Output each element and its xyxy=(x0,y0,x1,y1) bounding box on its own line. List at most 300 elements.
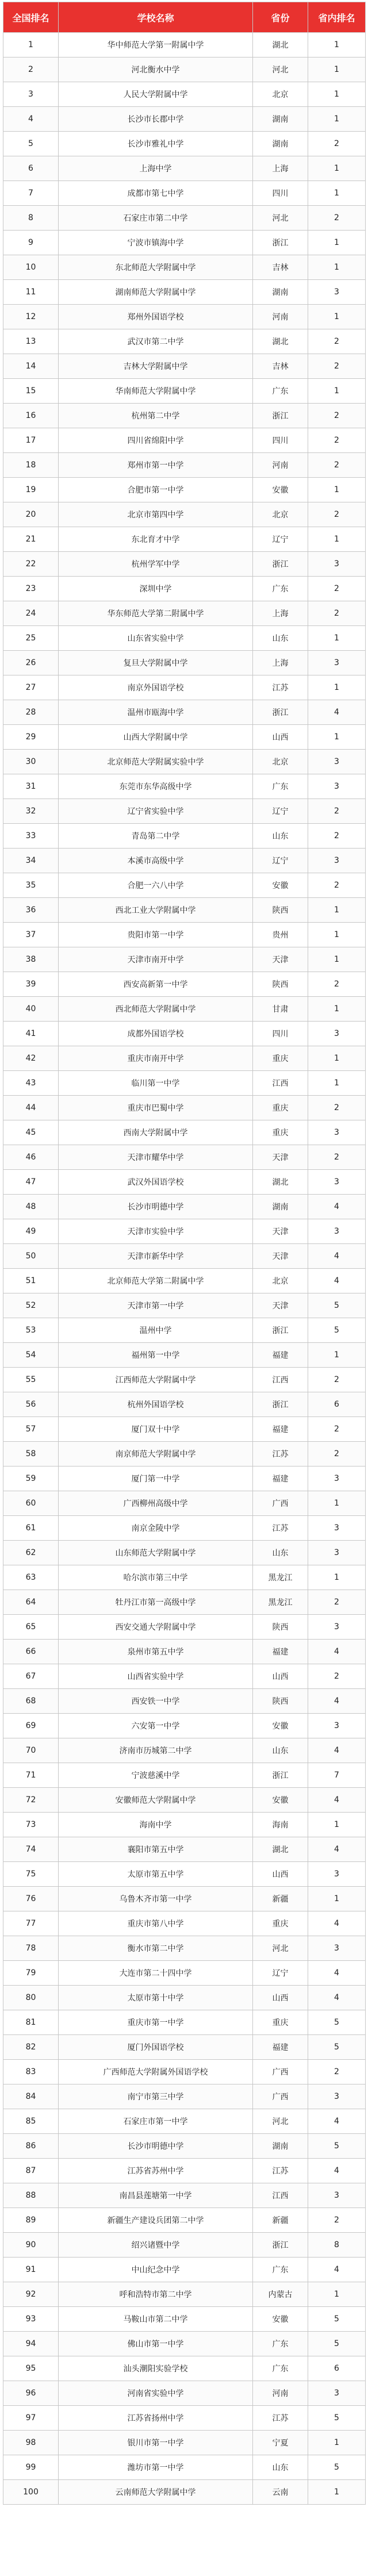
table-row xyxy=(3,1368,366,1392)
school-name-cell: 南京外国语学校 xyxy=(59,675,253,700)
school-name-cell: 山西大学附属中学 xyxy=(59,725,253,750)
table-row xyxy=(3,577,366,601)
province-cell: 天津 xyxy=(253,1293,308,1318)
school-name-cell: 西南大学附属中学 xyxy=(59,1120,253,1145)
provincial-rank-cell: 4 xyxy=(308,1788,366,1813)
table-row xyxy=(3,33,366,57)
national-rank-cell: 1 xyxy=(3,33,59,57)
provincial-rank-cell: 1 xyxy=(308,478,366,502)
province-cell: 辽宁 xyxy=(253,527,308,552)
school-name-cell: 四川省绵阳中学 xyxy=(59,428,253,453)
school-name-cell: 马鞍山市第二中学 xyxy=(59,2307,253,2332)
province-cell: 天津 xyxy=(253,1145,308,1170)
province-cell: 北京 xyxy=(253,750,308,774)
national-rank-cell: 72 xyxy=(3,1788,59,1813)
provincial-rank-cell: 5 xyxy=(308,2035,366,2060)
provincial-rank-cell: 2 xyxy=(308,354,366,379)
school-name-cell: 北京师范大学第二附属中学 xyxy=(59,1269,253,1293)
provincial-rank-cell: 3 xyxy=(308,2381,366,2406)
provincial-rank-cell: 5 xyxy=(308,2332,366,2356)
national-rank-cell: 63 xyxy=(3,1565,59,1590)
table-row xyxy=(3,1343,366,1368)
header-provincial-rank: 省内排名 xyxy=(308,2,366,33)
school-name-cell: 深圳中学 xyxy=(59,577,253,601)
header-school-name: 学校名称 xyxy=(59,2,253,33)
province-cell: 河南 xyxy=(253,453,308,478)
table-row xyxy=(3,2134,366,2159)
national-rank-cell: 57 xyxy=(3,1417,59,1442)
school-name-cell: 华中师范大学第一附属中学 xyxy=(59,33,253,57)
provincial-rank-cell: 3 xyxy=(308,1120,366,1145)
school-name-cell: 郑州外国语学校 xyxy=(59,305,253,329)
national-rank-cell: 4 xyxy=(3,107,59,132)
national-rank-cell: 99 xyxy=(3,2455,59,2480)
provincial-rank-cell: 5 xyxy=(308,2134,366,2159)
table-row xyxy=(3,2307,366,2332)
provincial-rank-cell: 6 xyxy=(308,1392,366,1417)
school-name-cell: 河南省实验中学 xyxy=(59,2381,253,2406)
provincial-rank-cell: 4 xyxy=(308,2159,366,2183)
national-rank-cell: 74 xyxy=(3,1837,59,1862)
school-name-cell: 南昌县莲塘第一中学 xyxy=(59,2183,253,2208)
school-name-cell: 武汉外国语学校 xyxy=(59,1170,253,1195)
national-rank-cell: 66 xyxy=(3,1640,59,1664)
provincial-rank-cell: 2 xyxy=(308,502,366,527)
national-rank-cell: 51 xyxy=(3,1269,59,1293)
table-row xyxy=(3,1442,366,1466)
national-rank-cell: 94 xyxy=(3,2332,59,2356)
school-name-cell: 绍兴诸暨中学 xyxy=(59,2233,253,2258)
province-cell: 天津 xyxy=(253,1244,308,1269)
school-name-cell: 西安铁一中学 xyxy=(59,1689,253,1714)
national-rank-cell: 69 xyxy=(3,1714,59,1738)
national-rank-cell: 82 xyxy=(3,2035,59,2060)
national-rank-cell: 100 xyxy=(3,2480,59,2505)
school-name-cell: 南京师范大学附属中学 xyxy=(59,1442,253,1466)
national-rank-cell: 25 xyxy=(3,626,59,651)
national-rank-cell: 98 xyxy=(3,2431,59,2455)
school-name-cell: 天津市实验中学 xyxy=(59,1219,253,1244)
province-cell: 山西 xyxy=(253,725,308,750)
table-row xyxy=(3,1170,366,1195)
school-name-cell: 山西省实验中学 xyxy=(59,1664,253,1689)
provincial-rank-cell: 1 xyxy=(308,231,366,255)
provincial-rank-cell: 3 xyxy=(308,1022,366,1046)
provincial-rank-cell: 1 xyxy=(308,156,366,181)
province-cell: 重庆 xyxy=(253,1096,308,1120)
provincial-rank-cell: 1 xyxy=(308,33,366,57)
provincial-rank-cell: 2 xyxy=(308,453,366,478)
province-cell: 广东 xyxy=(253,2258,308,2282)
national-rank-cell: 21 xyxy=(3,527,59,552)
province-cell: 吉林 xyxy=(253,255,308,280)
school-name-cell: 杭州第二中学 xyxy=(59,404,253,428)
provincial-rank-cell: 5 xyxy=(308,1293,366,1318)
table-row xyxy=(3,2406,366,2431)
province-cell: 重庆 xyxy=(253,1911,308,1936)
province-cell: 福建 xyxy=(253,1640,308,1664)
table-row xyxy=(3,1615,366,1640)
table-row xyxy=(3,527,366,552)
provincial-rank-cell: 3 xyxy=(308,552,366,577)
national-rank-cell: 97 xyxy=(3,2406,59,2431)
province-cell: 甘肃 xyxy=(253,997,308,1022)
school-name-cell: 太原市第五中学 xyxy=(59,1862,253,1887)
province-cell: 四川 xyxy=(253,181,308,206)
province-cell: 河北 xyxy=(253,206,308,231)
provincial-rank-cell: 5 xyxy=(308,2406,366,2431)
school-name-cell: 佛山市第一中学 xyxy=(59,2332,253,2356)
province-cell: 福建 xyxy=(253,1466,308,1491)
school-name-cell: 济南市历城第二中学 xyxy=(59,1738,253,1763)
national-rank-cell: 92 xyxy=(3,2282,59,2307)
province-cell: 河北 xyxy=(253,1936,308,1961)
school-name-cell: 华东师范大学第二附属中学 xyxy=(59,601,253,626)
provincial-rank-cell: 4 xyxy=(308,1689,366,1714)
provincial-rank-cell: 1 xyxy=(308,255,366,280)
province-cell: 陕西 xyxy=(253,898,308,923)
provincial-rank-cell: 2 xyxy=(308,1442,366,1466)
province-cell: 重庆 xyxy=(253,1120,308,1145)
provincial-rank-cell: 1 xyxy=(308,675,366,700)
province-cell: 湖南 xyxy=(253,280,308,305)
national-rank-cell: 83 xyxy=(3,2060,59,2084)
table-row xyxy=(3,1318,366,1343)
province-cell: 广西 xyxy=(253,2060,308,2084)
school-name-cell: 杭州学军中学 xyxy=(59,552,253,577)
provincial-rank-cell: 2 xyxy=(308,206,366,231)
school-name-cell: 合肥一六八中学 xyxy=(59,873,253,898)
province-cell: 新疆 xyxy=(253,2208,308,2233)
school-name-cell: 天津市新华中学 xyxy=(59,1244,253,1269)
province-cell: 上海 xyxy=(253,601,308,626)
table-body xyxy=(3,33,366,2505)
province-cell: 北京 xyxy=(253,82,308,107)
provincial-rank-cell: 1 xyxy=(308,1813,366,1837)
school-name-cell: 厦门双十中学 xyxy=(59,1417,253,1442)
national-rank-cell: 11 xyxy=(3,280,59,305)
table-row xyxy=(3,1120,366,1145)
national-rank-cell: 8 xyxy=(3,206,59,231)
school-name-cell: 乌鲁木齐市第一中学 xyxy=(59,1887,253,1911)
province-cell: 安徽 xyxy=(253,2307,308,2332)
school-name-cell: 江苏省苏州中学 xyxy=(59,2159,253,2183)
table-row xyxy=(3,1565,366,1590)
school-name-cell: 杭州外国语学校 xyxy=(59,1392,253,1417)
table-row xyxy=(3,280,366,305)
table-row xyxy=(3,1244,366,1269)
table-row xyxy=(3,1417,366,1442)
school-name-cell: 临川第一中学 xyxy=(59,1071,253,1096)
provincial-rank-cell: 1 xyxy=(308,57,366,82)
national-rank-cell: 49 xyxy=(3,1219,59,1244)
school-name-cell: 成都外国语学校 xyxy=(59,1022,253,1046)
provincial-rank-cell: 2 xyxy=(308,1664,366,1689)
provincial-rank-cell: 1 xyxy=(308,2480,366,2505)
school-name-cell: 长沙市明德中学 xyxy=(59,2134,253,2159)
school-name-cell: 山东省实验中学 xyxy=(59,626,253,651)
provincial-rank-cell: 1 xyxy=(308,379,366,404)
school-name-cell: 宁波市镇海中学 xyxy=(59,231,253,255)
table-row xyxy=(3,1640,366,1664)
provincial-rank-cell: 4 xyxy=(308,2109,366,2134)
national-rank-cell: 9 xyxy=(3,231,59,255)
national-rank-cell: 15 xyxy=(3,379,59,404)
national-rank-cell: 96 xyxy=(3,2381,59,2406)
header-province: 省份 xyxy=(253,2,308,33)
table-row xyxy=(3,1293,366,1318)
national-rank-cell: 58 xyxy=(3,1442,59,1466)
province-cell: 北京 xyxy=(253,502,308,527)
national-rank-cell: 10 xyxy=(3,255,59,280)
school-name-cell: 河北衡水中学 xyxy=(59,57,253,82)
school-name-cell: 青岛第二中学 xyxy=(59,824,253,849)
school-name-cell: 潍坊市第一中学 xyxy=(59,2455,253,2480)
school-name-cell: 重庆市南开中学 xyxy=(59,1046,253,1071)
province-cell: 海南 xyxy=(253,1813,308,1837)
table-row xyxy=(3,2282,366,2307)
province-cell: 上海 xyxy=(253,156,308,181)
national-rank-cell: 41 xyxy=(3,1022,59,1046)
table-row xyxy=(3,873,366,898)
province-cell: 贵州 xyxy=(253,923,308,947)
school-name-cell: 福州第一中学 xyxy=(59,1343,253,1368)
provincial-rank-cell: 1 xyxy=(308,626,366,651)
province-cell: 宁夏 xyxy=(253,2431,308,2455)
table-row xyxy=(3,107,366,132)
table-row xyxy=(3,651,366,675)
table-row xyxy=(3,206,366,231)
national-rank-cell: 55 xyxy=(3,1368,59,1392)
table-row xyxy=(3,700,366,725)
table-row xyxy=(3,1714,366,1738)
provincial-rank-cell: 2 xyxy=(308,132,366,156)
table-row xyxy=(3,1145,366,1170)
table-row xyxy=(3,379,366,404)
province-cell: 江苏 xyxy=(253,1516,308,1541)
national-rank-cell: 37 xyxy=(3,923,59,947)
table-row xyxy=(3,1689,366,1714)
national-rank-cell: 30 xyxy=(3,750,59,774)
province-cell: 山东 xyxy=(253,626,308,651)
national-rank-cell: 34 xyxy=(3,849,59,873)
national-rank-cell: 95 xyxy=(3,2356,59,2381)
school-name-cell: 六安第一中学 xyxy=(59,1714,253,1738)
national-rank-cell: 12 xyxy=(3,305,59,329)
province-cell: 山东 xyxy=(253,2455,308,2480)
national-rank-cell: 91 xyxy=(3,2258,59,2282)
school-name-cell: 长沙市长郡中学 xyxy=(59,107,253,132)
table-row xyxy=(3,2455,366,2480)
table-row xyxy=(3,923,366,947)
national-rank-cell: 61 xyxy=(3,1516,59,1541)
school-name-cell: 东莞市东华高级中学 xyxy=(59,774,253,799)
table-row xyxy=(3,1516,366,1541)
national-rank-cell: 33 xyxy=(3,824,59,849)
province-cell: 江苏 xyxy=(253,1442,308,1466)
national-rank-cell: 67 xyxy=(3,1664,59,1689)
provincial-rank-cell: 3 xyxy=(308,774,366,799)
province-cell: 河南 xyxy=(253,2381,308,2406)
province-cell: 上海 xyxy=(253,651,308,675)
school-name-cell: 重庆市第八中学 xyxy=(59,1911,253,1936)
province-cell: 湖南 xyxy=(253,2134,308,2159)
school-name-cell: 长沙市明德中学 xyxy=(59,1195,253,1219)
table-row xyxy=(3,972,366,997)
provincial-rank-cell: 2 xyxy=(308,1145,366,1170)
school-name-cell: 南宁市第三中学 xyxy=(59,2084,253,2109)
provincial-rank-cell: 8 xyxy=(308,2233,366,2258)
province-cell: 安徽 xyxy=(253,873,308,898)
national-rank-cell: 59 xyxy=(3,1466,59,1491)
province-cell: 山东 xyxy=(253,824,308,849)
school-name-cell: 南京金陵中学 xyxy=(59,1516,253,1541)
national-rank-cell: 17 xyxy=(3,428,59,453)
province-cell: 云南 xyxy=(253,2480,308,2505)
school-name-cell: 西北师范大学附属中学 xyxy=(59,997,253,1022)
provincial-rank-cell: 4 xyxy=(308,1837,366,1862)
provincial-rank-cell: 2 xyxy=(308,972,366,997)
province-cell: 浙江 xyxy=(253,552,308,577)
table-row xyxy=(3,2109,366,2134)
national-rank-cell: 6 xyxy=(3,156,59,181)
table-row xyxy=(3,1788,366,1813)
table-row xyxy=(3,231,366,255)
province-cell: 浙江 xyxy=(253,404,308,428)
province-cell: 江西 xyxy=(253,1368,308,1392)
provincial-rank-cell: 4 xyxy=(308,2258,366,2282)
table-row xyxy=(3,502,366,527)
school-name-cell: 成都市第七中学 xyxy=(59,181,253,206)
national-rank-cell: 20 xyxy=(3,502,59,527)
provincial-rank-cell: 1 xyxy=(308,1071,366,1096)
table-row xyxy=(3,1590,366,1615)
provincial-rank-cell: 4 xyxy=(308,1195,366,1219)
national-rank-cell: 81 xyxy=(3,2010,59,2035)
province-cell: 广东 xyxy=(253,774,308,799)
provincial-rank-cell: 1 xyxy=(308,997,366,1022)
school-name-cell: 中山纪念中学 xyxy=(59,2258,253,2282)
national-rank-cell: 45 xyxy=(3,1120,59,1145)
national-rank-cell: 42 xyxy=(3,1046,59,1071)
table-row xyxy=(3,1392,366,1417)
province-cell: 黑龙江 xyxy=(253,1590,308,1615)
national-rank-cell: 68 xyxy=(3,1689,59,1714)
province-cell: 陕西 xyxy=(253,1689,308,1714)
national-rank-cell: 56 xyxy=(3,1392,59,1417)
national-rank-cell: 36 xyxy=(3,898,59,923)
national-rank-cell: 52 xyxy=(3,1293,59,1318)
national-rank-cell: 14 xyxy=(3,354,59,379)
school-name-cell: 贵阳市第一中学 xyxy=(59,923,253,947)
provincial-rank-cell: 2 xyxy=(308,2208,366,2233)
national-rank-cell: 38 xyxy=(3,947,59,972)
table-row xyxy=(3,2208,366,2233)
school-name-cell: 牡丹江市第一高级中学 xyxy=(59,1590,253,1615)
province-cell: 福建 xyxy=(253,2035,308,2060)
national-rank-cell: 16 xyxy=(3,404,59,428)
school-name-cell: 西安高新第一中学 xyxy=(59,972,253,997)
province-cell: 安徽 xyxy=(253,478,308,502)
school-name-cell: 云南师范大学附属中学 xyxy=(59,2480,253,2505)
table-row xyxy=(3,898,366,923)
provincial-rank-cell: 4 xyxy=(308,1244,366,1269)
national-rank-cell: 65 xyxy=(3,1615,59,1640)
national-rank-cell: 35 xyxy=(3,873,59,898)
table-row xyxy=(3,2010,366,2035)
table-row xyxy=(3,774,366,799)
table-row xyxy=(3,1046,366,1071)
provincial-rank-cell: 2 xyxy=(308,873,366,898)
table-row xyxy=(3,132,366,156)
province-cell: 河南 xyxy=(253,305,308,329)
provincial-rank-cell: 3 xyxy=(308,1541,366,1565)
province-cell: 安徽 xyxy=(253,1788,308,1813)
provincial-rank-cell: 4 xyxy=(308,1911,366,1936)
school-name-cell: 天津市耀华中学 xyxy=(59,1145,253,1170)
provincial-rank-cell: 3 xyxy=(308,1862,366,1887)
school-name-cell: 广西师范大学附属外国语学校 xyxy=(59,2060,253,2084)
national-rank-cell: 48 xyxy=(3,1195,59,1219)
table-row xyxy=(3,849,366,873)
school-name-cell: 上海中学 xyxy=(59,156,253,181)
school-name-cell: 重庆市巴蜀中学 xyxy=(59,1096,253,1120)
provincial-rank-cell: 7 xyxy=(308,1763,366,1788)
national-rank-cell: 32 xyxy=(3,799,59,824)
national-rank-cell: 73 xyxy=(3,1813,59,1837)
ranking-table-container xyxy=(3,2,365,2505)
provincial-rank-cell: 3 xyxy=(308,1219,366,1244)
table-row xyxy=(3,1936,366,1961)
province-cell: 陕西 xyxy=(253,1615,308,1640)
table-row xyxy=(3,1219,366,1244)
school-name-cell: 呼和浩特市第二中学 xyxy=(59,2282,253,2307)
national-rank-cell: 31 xyxy=(3,774,59,799)
national-rank-cell: 46 xyxy=(3,1145,59,1170)
province-cell: 浙江 xyxy=(253,1763,308,1788)
provincial-rank-cell: 2 xyxy=(308,428,366,453)
provincial-rank-cell: 3 xyxy=(308,1170,366,1195)
province-cell: 福建 xyxy=(253,1417,308,1442)
national-rank-cell: 62 xyxy=(3,1541,59,1565)
table-row xyxy=(3,1763,366,1788)
school-name-cell: 重庆市第一中学 xyxy=(59,2010,253,2035)
national-rank-cell: 77 xyxy=(3,1911,59,1936)
provincial-rank-cell: 1 xyxy=(308,898,366,923)
province-cell: 广东 xyxy=(253,2356,308,2381)
provincial-rank-cell: 2 xyxy=(308,329,366,354)
provincial-rank-cell: 3 xyxy=(308,651,366,675)
school-name-cell: 哈尔滨市第三中学 xyxy=(59,1565,253,1590)
province-cell: 北京 xyxy=(253,1269,308,1293)
national-rank-cell: 75 xyxy=(3,1862,59,1887)
school-name-cell: 衡水市第二中学 xyxy=(59,1936,253,1961)
province-cell: 广东 xyxy=(253,577,308,601)
table-row xyxy=(3,725,366,750)
table-row xyxy=(3,1541,366,1565)
provincial-rank-cell: 1 xyxy=(308,1887,366,1911)
province-cell: 山西 xyxy=(253,1986,308,2010)
table-row xyxy=(3,404,366,428)
province-cell: 江苏 xyxy=(253,2159,308,2183)
national-rank-cell: 47 xyxy=(3,1170,59,1195)
province-cell: 重庆 xyxy=(253,1046,308,1071)
provincial-rank-cell: 3 xyxy=(308,750,366,774)
table-row xyxy=(3,2060,366,2084)
table-row xyxy=(3,1738,366,1763)
school-name-cell: 西北工业大学附属中学 xyxy=(59,898,253,923)
table-row xyxy=(3,1195,366,1219)
